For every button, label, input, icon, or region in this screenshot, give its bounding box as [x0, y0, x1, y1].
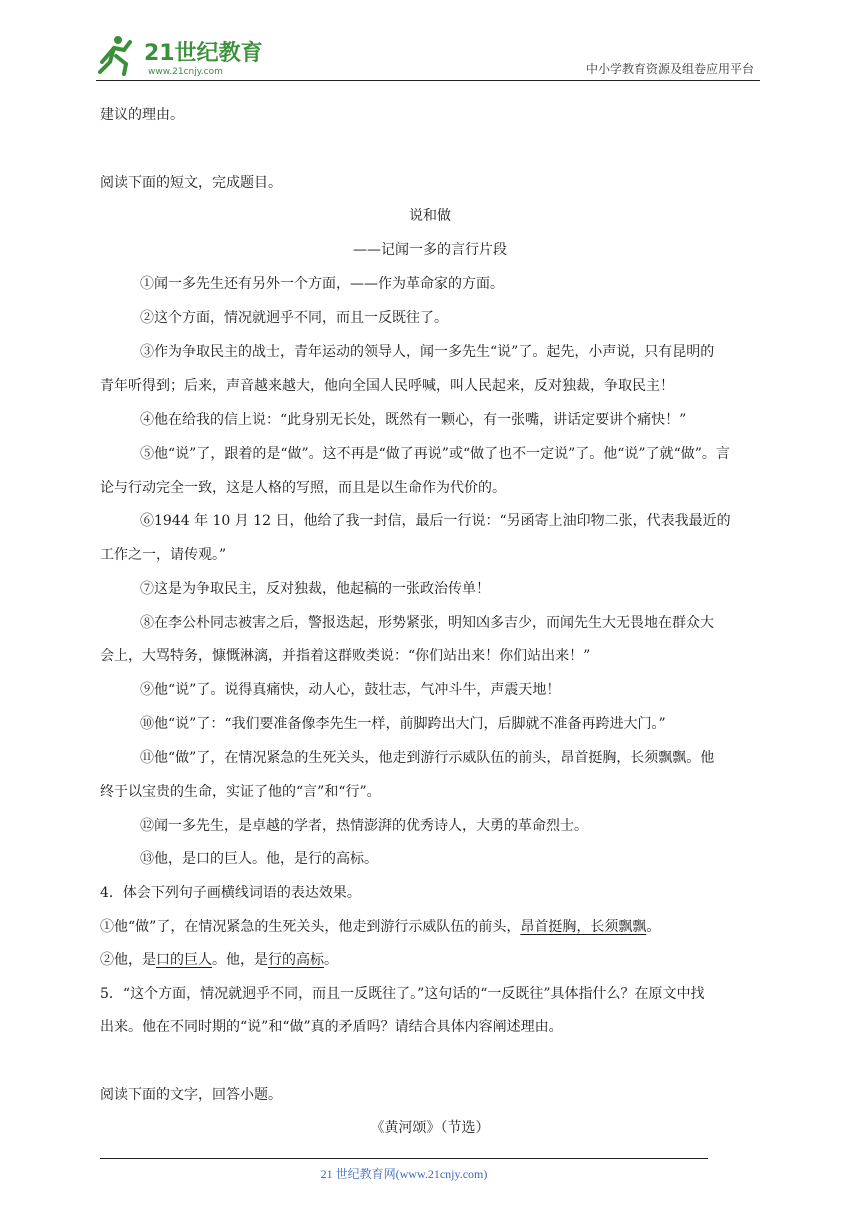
paragraph-1: ①闻一多先生还有另外一个方面，——作为革命家的方面。 [140, 276, 504, 292]
svg-text:www.21cnjy.com: www.21cnjy.com [148, 67, 223, 77]
item-text: ②他，是 [100, 952, 156, 968]
paragraph-12: ⑫闻一多先生，是卓越的学者，热情澎湃的优秀诗人，大勇的革命烈士。 [140, 818, 588, 834]
paragraph-3: ③作为争取民主的战士，青年运动的领导人，闻一多先生“说”了。起先，小声说，只有昆明的 [140, 344, 715, 360]
footer-link[interactable]: 21 世纪教育网(www.21cnjy.com) [320, 1167, 488, 1181]
paragraph-5: ⑤他“说”了，跟着的是“做”。这不再是“做了再说”或“做了也不一定说”了。他“说”了就“做”。言 [140, 446, 730, 462]
paragraph-13: ⑬他，是口的巨人。他，是行的高标。 [140, 851, 378, 867]
passage-intro: 阅读下面的文字，回答小题。 [100, 1087, 282, 1103]
paragraph-6: ⑥1944 年 10 月 12 日，他给了我一封信，最后一行说：“另函寄上油印物二张，代表我最近的 [140, 513, 731, 529]
paragraph-10: ⑩他“说”了：“我们要准备像李先生一样，前脚跨出大门，后脚就不准备再跨进大门。” [140, 716, 666, 732]
question-5-cont: 出来。他在不同时期的“说”和“做”真的矛盾吗？请结合具体内容阐述理由。 [100, 1019, 563, 1035]
paragraph-8: ⑧在李公朴同志被害之后，警报迭起，形势紧张，明知凶多吉少，而闻先生大无畏地在群众大 [140, 615, 714, 631]
underlined-phrase: 昂首挺胸，长须飘飘 [520, 919, 647, 935]
svg-text:21世纪教育: 21世纪教育 [144, 41, 263, 66]
question-4: 4．体会下列句子画横线词语的表达效果。 [100, 885, 361, 901]
item-text: ①他“做”了，在情况紧急的生死关头，他走到游行示威队伍的前头， [100, 919, 521, 935]
passage-subtitle: ——记闻一多的言行片段 [353, 242, 507, 258]
platform-name: 中小学教育资源及组卷应用平台 [585, 62, 754, 76]
passage-intro: 阅读下面的短文，完成题目。 [100, 175, 282, 191]
paragraph-9: ⑨他“说”了。说得真痛快，动人心，鼓壮志，气冲斗牛，声震天地！ [140, 682, 561, 698]
text-line: 建议的理由。 [100, 107, 184, 123]
passage-title: 《黄河颂》（节选） [370, 1120, 490, 1136]
question-4-item-2 [100, 950, 338, 970]
paragraph-8-cont: 会上，大骂特务，慷慨淋漓，并指着这群败类说：“你们站出来！你们站出来！” [100, 648, 591, 664]
question-5: 5．“这个方面，情况就迥乎不同，而且一反既往了。”这句话的“一反既往”具体指什么？在原文中找 [100, 986, 705, 1002]
paragraph-7: ⑦这是为争取民主，反对独裁，他起稿的一张政治传单！ [140, 581, 490, 597]
paragraph-11-cont: 终于以宝贵的生命，实证了他的“言”和“行”。 [100, 784, 381, 800]
page-header [96, 28, 760, 81]
paragraph-3-cont: 青年听得到；后来，声音越来越大，他向全国人民呼喊，叫人民起来，反对独裁，争取民主！ [100, 378, 674, 394]
site-logo[interactable] [96, 32, 266, 78]
paragraph-6-cont: 工作之一，请传观。” [100, 547, 227, 563]
paragraph-2: ②这个方面，情况就迥乎不同，而且一反既往了。 [140, 310, 448, 326]
runner-logo-icon [96, 32, 266, 78]
question-4-item-1 [100, 917, 660, 937]
item-text: 。他，是 [212, 952, 268, 968]
paragraph-5-cont: 论与行动完全一致，这是人格的写照，而且是以生命作为代价的。 [100, 480, 506, 496]
item-text-end: 。 [646, 919, 661, 935]
item-text-end: 。 [324, 952, 338, 968]
footer-divider [100, 1158, 708, 1159]
paragraph-4: ④他在给我的信上说：“此身别无长处，既然有一颗心，有一张嘴，讲话定要讲个痛快！” [140, 412, 687, 428]
underlined-phrase: 口的巨人 [156, 952, 212, 968]
passage-title: 说和做 [409, 208, 451, 224]
paragraph-11: ⑪他“做”了，在情况紧急的生死关头，他走到游行示威队伍的前头，昂首挺胸，长须飘飘。他 [140, 750, 715, 766]
underlined-phrase: 行的高标 [268, 952, 324, 968]
